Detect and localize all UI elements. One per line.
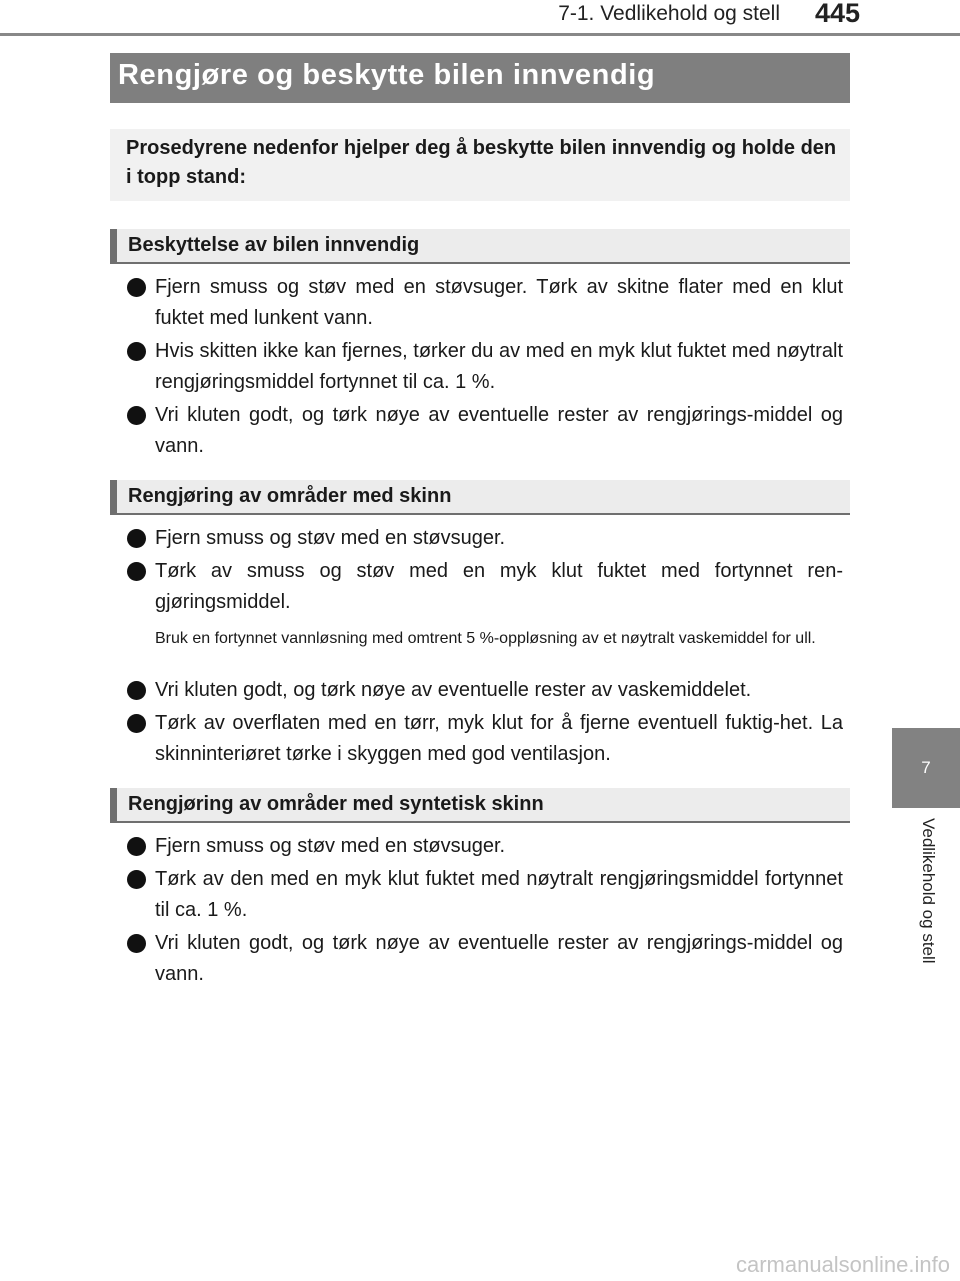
section-heading-text: Rengjøring av områder med skinn xyxy=(128,485,452,507)
bullet-list-leather-a xyxy=(127,523,843,620)
bullet-icon xyxy=(127,870,146,889)
list-item xyxy=(127,864,843,926)
bullet-icon xyxy=(127,529,146,548)
header-divider xyxy=(0,33,960,36)
list-item-text: Vri kluten godt, og tørk nøye av eventuelle rester av rengjørings-middel og vann. xyxy=(155,932,843,985)
list-item xyxy=(127,556,843,618)
list-item-text: Tørk av den med en myk klut fuktet med nøytralt rengjøringsmiddel fortynnet til ca. 1 %. xyxy=(155,868,843,921)
watermark: carmanualsonline.info xyxy=(735,1252,950,1277)
leather-note: Bruk en fortynnet vannløsning med omtrent 5 %-oppløsning av et nøytralt vaskemiddel for ull. xyxy=(155,630,816,647)
header-section-title: 7-1. Vedlikehold og stell xyxy=(558,2,780,25)
list-item-text: Tørk av smuss og støv med en myk klut fuktet med fortynnet ren-gjøringsmiddel. xyxy=(155,560,843,613)
list-item-text: Vri kluten godt, og tørk nøye av eventuelle rester av rengjørings-middel og vann. xyxy=(155,404,843,457)
bullet-icon xyxy=(127,342,146,361)
bullet-icon xyxy=(127,837,146,856)
intro-box xyxy=(110,129,850,201)
bullet-list-synthetic-leather xyxy=(127,831,843,992)
list-item-text: Hvis skitten ikke kan fjernes, tørker du av med en myk klut fuktet med nøytralt rengjøringsmiddel fortynnet til ca. 1 %. xyxy=(155,340,843,393)
list-item xyxy=(127,831,843,862)
list-item xyxy=(127,708,843,770)
list-item xyxy=(127,523,843,554)
bullet-icon xyxy=(127,681,146,700)
list-item-text: Fjern smuss og støv med en støvsuger. xyxy=(155,835,506,857)
bullet-icon xyxy=(127,278,146,297)
section-heading-synthetic-leather xyxy=(110,788,850,823)
list-item xyxy=(127,272,843,334)
page-title: Rengjøre og beskytte bilen innvendig xyxy=(118,59,656,91)
section-heading-interior-protection xyxy=(110,229,850,264)
list-item xyxy=(127,336,843,398)
bullet-list-interior-protection xyxy=(127,272,843,464)
section-heading-text: Rengjøring av områder med syntetisk skinn xyxy=(128,793,544,815)
chapter-tab-label: Vedlikehold og stell xyxy=(919,818,938,964)
list-item-text: Tørk av overflaten med en tørr, myk klut for å fjerne eventuell fuktig-het. La skinninteriøret tørke i skyggen med god ventilasjon. xyxy=(155,712,843,765)
chapter-tab: 7 xyxy=(892,728,960,808)
list-item xyxy=(127,928,843,990)
page-number: 445 xyxy=(814,0,861,28)
list-item-text: Fjern smuss og støv med en støvsuger. xyxy=(155,527,506,549)
bullet-list-leather-b xyxy=(127,675,843,772)
section-heading-text: Beskyttelse av bilen innvendig xyxy=(128,234,420,256)
bullet-icon xyxy=(127,562,146,581)
bullet-icon xyxy=(127,934,146,953)
bullet-icon xyxy=(127,406,146,425)
list-item-text: Vri kluten godt, og tørk nøye av eventuelle rester av vaskemiddelet. xyxy=(155,679,752,701)
intro-text: Prosedyrene nedenfor hjelper deg å beskytte bilen innvendig og holde den i topp stand: xyxy=(126,137,837,188)
list-item-text: Fjern smuss og støv med en støvsuger. Tørk av skitne flater med en klut fuktet med lunkent vann. xyxy=(155,276,843,329)
page-title-bar xyxy=(110,53,850,103)
list-item xyxy=(127,675,843,706)
list-item xyxy=(127,400,843,462)
bullet-icon xyxy=(127,714,146,733)
section-heading-leather xyxy=(110,480,850,515)
